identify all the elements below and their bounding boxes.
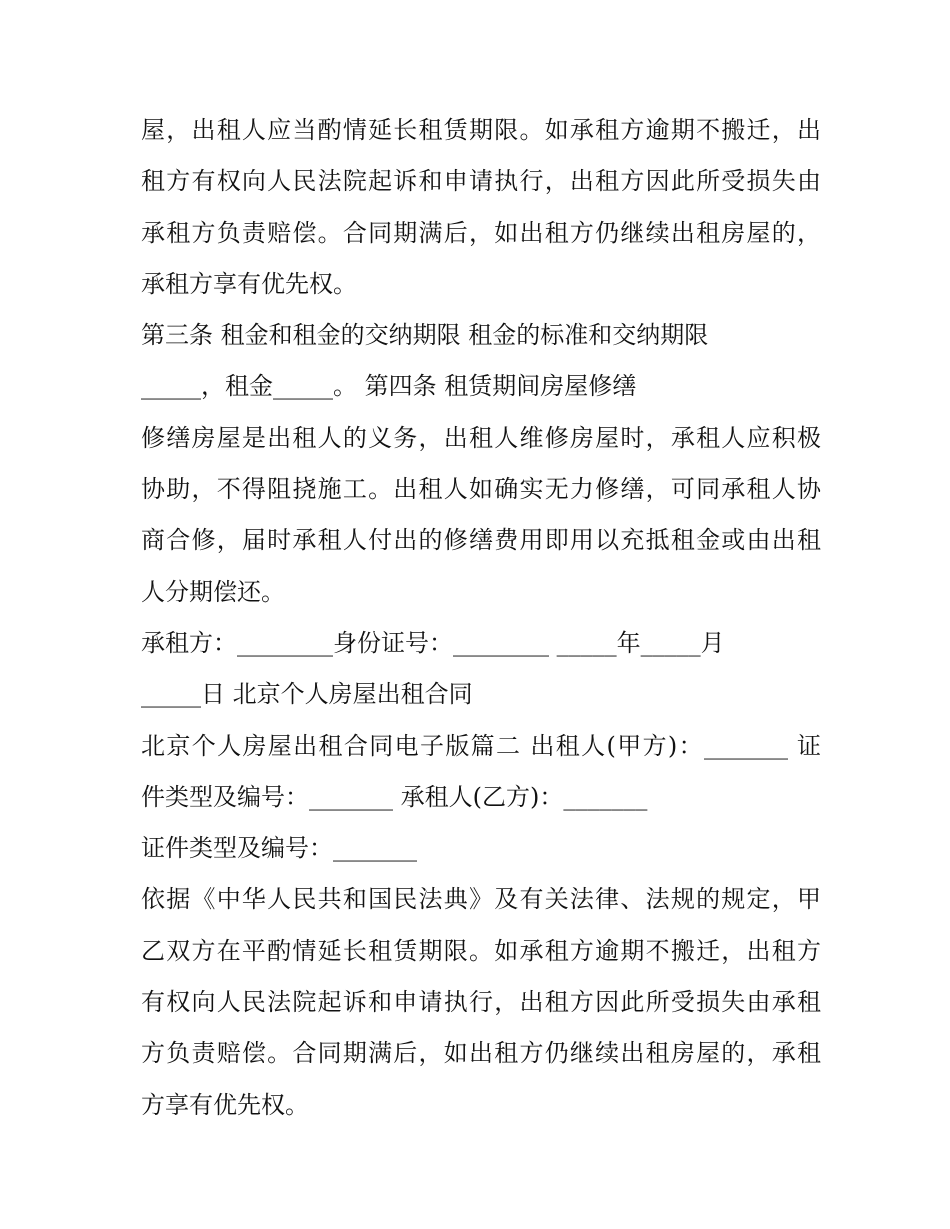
text-line: 商合修，届时承租人付出的修缮费用即用以充抵租金或由出租 [141, 526, 821, 555]
id-fill-line: 件类型及编号：_______ 承租人(乙方)：_______ [141, 782, 648, 811]
signature-line: 承租方：________身份证号：________ _____年_____月 [141, 628, 725, 657]
text-line: 屋，出租人应当酌情延长租赁期限。如承租方逾期不搬迁，出 [141, 116, 821, 144]
text-line: 人分期偿还。 [141, 577, 285, 606]
text-line: 方负责赔偿。合同期满后，如出租方仍继续出租房屋的，承租 [141, 1039, 821, 1068]
id-fill-line: 证件类型及编号：_______ [141, 834, 417, 863]
text-line: 协助，不得阻挠施工。出租人如确实无力修缮，可同承租人协 [141, 475, 821, 504]
text-line: 修缮房屋是出租人的义务，出租人维修房屋时，承租人应积极 [141, 423, 821, 452]
text-line: 依据《中华人民共和国民法典》及有关法律、法规的规定，甲 [141, 885, 821, 914]
article-heading-line: 第三条 租金和租金的交纳期限 租金的标准和交纳期限 [141, 321, 709, 350]
rent-fill-line: _____，租金_____。 第四条 租赁期间房屋修缮 [141, 372, 637, 401]
text-line: 方享有优先权。 [141, 1090, 309, 1119]
date-title-line: _____日 北京个人房屋出租合同 [141, 680, 473, 709]
text-line: 有权向人民法院起诉和申请执行，出租方因此所受损失由承租 [141, 988, 821, 1017]
text-line: 乙双方在平酌情延长租赁期限。如承租方逾期不搬迁，出租方 [141, 936, 821, 965]
text-line: 承租方负责赔偿。合同期满后，如出租方仍继续出租房屋的， [141, 218, 821, 247]
text-line: 租方有权向人民法院起诉和申请执行，出租方因此所受损失由 [141, 167, 821, 196]
text-line: 承租方享有优先权。 [141, 269, 357, 298]
contract-two-heading-line: 北京个人房屋出租合同电子版篇二 出租人(甲方)：_______ 证 [141, 731, 821, 760]
document-body [141, 105, 821, 1131]
